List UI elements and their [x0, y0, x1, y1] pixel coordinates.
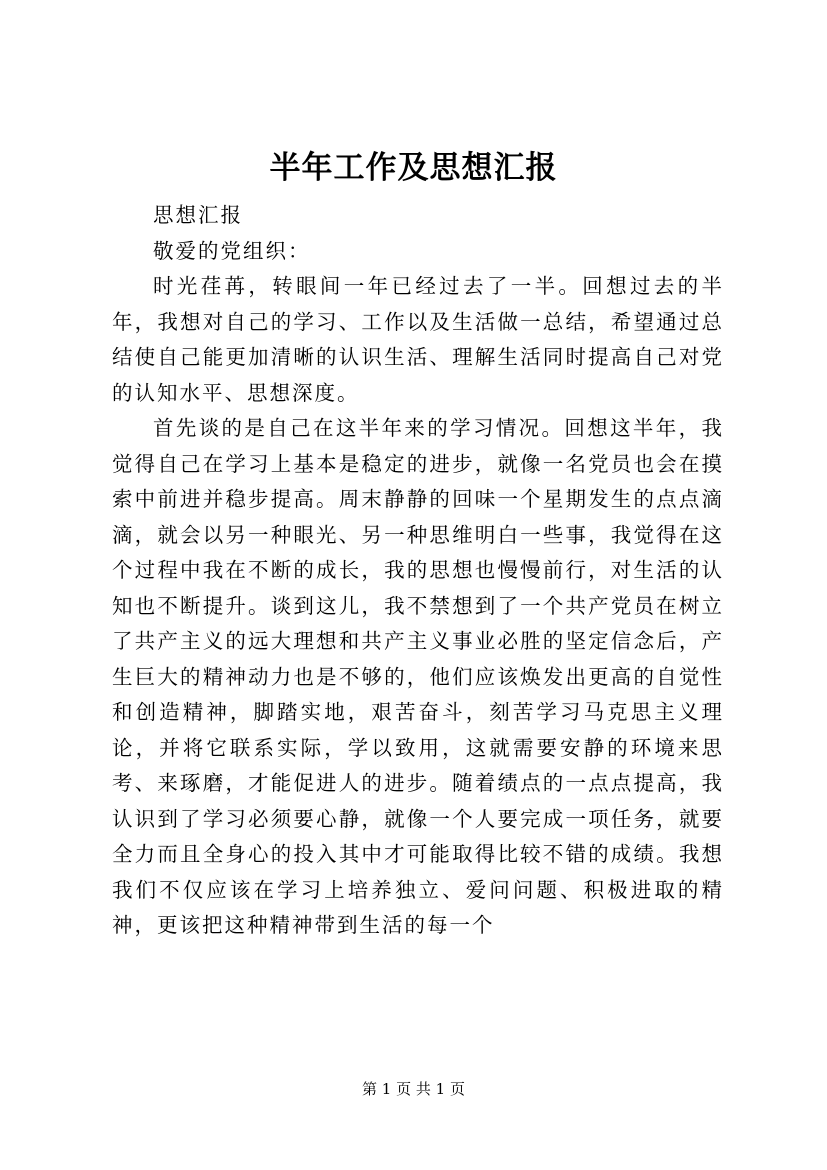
paragraph-study: 首先谈的是自己在这半年来的学习情况。回想这半年，我觉得自己在学习上基本是稳定的进步，就像一名党员也会在摸索中前进并稳步提高。周末静静的回味一个星期发生的点点滴滴，就会以另一种眼光、另一种思维明白一些事，我觉得在这个过程中我在不断的成长，我的思想也慢慢前行，对生活的认知也不断提升。谈到这儿，我不禁想到了一个共产党员在树立了共产主义的远大理想和共产主义事业必胜的坚定信念后，产生巨大的精神动力也是不够的，他们应该焕发出更高的自觉性和创造精神，脚踏实地，艰苦奋斗，刻苦学习马克思主义理论，并将它联系实际，学以致用，这就需要安静的环境来思考、来琢磨，才能促进人的进步。随着绩点的一点点提高，我认识到了学习必须要心静，就像一个人要完成一项任务，就要全力而且全身心的投入其中才可能取得比较不错的成绩。我想我们不仅应该在学习上培养独立、爱问问题、积极进取的精神，更该把这种精神带到生活的每一个: [112, 416, 724, 937]
document-title: 半年工作及思想汇报: [269, 150, 558, 186]
paragraph-salutation: 敬爱的党组织：: [153, 238, 311, 263]
paragraph-intro: 时光荏苒，转眼间一年已经过去了一半。回想过去的半年，我想对自己的学习、工作以及生活做一总结，希望通过总结使自己能更加清晰的认识生活、理解生活同时提高自己对党的认知水平、思想深度。: [112, 274, 724, 405]
paragraph-heading: 思想汇报: [153, 203, 243, 227]
page-number-footer: 第 1 页 共 1 页: [362, 1080, 465, 1098]
document-body: [112, 198, 724, 944]
